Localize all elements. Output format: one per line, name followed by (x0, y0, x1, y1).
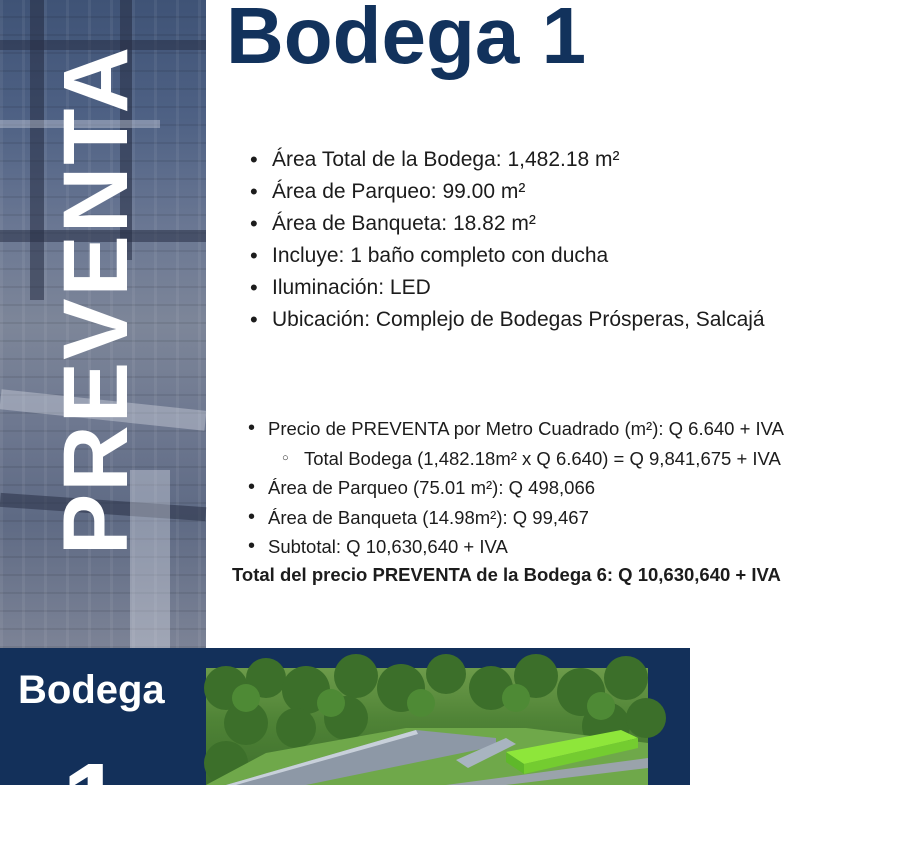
price-banqueta: • Área de Banqueta (14.98m²): Q 99,467 (248, 503, 898, 533)
bottom-banner (0, 648, 690, 864)
features-list (250, 144, 890, 336)
banner-number: 1 (62, 741, 124, 864)
page-title: Bodega 1 (226, 0, 587, 80)
banner-word: Bodega (18, 668, 165, 712)
price-parqueo: • Área de Parqueo (75.01 m²): Q 498,066 (248, 473, 898, 503)
price-total-bodega: ○ Total Bodega (1,482.18m² x Q 6.640) = Q 9,841,675 + IVA (248, 444, 898, 474)
feature-area-parqueo: • Área de Parqueo: 99.00 m² (250, 176, 890, 208)
grand-total: Total del precio PREVENTA de la Bodega 6: Q 10,630,640 + IVA (232, 564, 781, 585)
feature-bathroom: • Incluye: 1 baño completo con ducha (250, 240, 890, 272)
construction-photo (0, 0, 206, 648)
pricing-list (248, 414, 898, 562)
preventa-vertical-label: PREVENTA (45, 44, 147, 556)
feature-area-total: • Área Total de la Bodega: 1,482.18 m² (250, 144, 890, 176)
feature-lighting: • Iluminación: LED (250, 272, 890, 304)
warehouse-render-image (206, 668, 648, 785)
feature-area-banqueta: • Área de Banqueta: 18.82 m² (250, 208, 890, 240)
feature-location: • Ubicación: Complejo de Bodegas Prósperas, Salcajá (250, 304, 890, 336)
price-subtotal: • Subtotal: Q 10,630,640 + IVA (248, 532, 898, 562)
price-per-m2: • Precio de PREVENTA por Metro Cuadrado (m²): Q 6.640 + IVA (248, 414, 898, 444)
